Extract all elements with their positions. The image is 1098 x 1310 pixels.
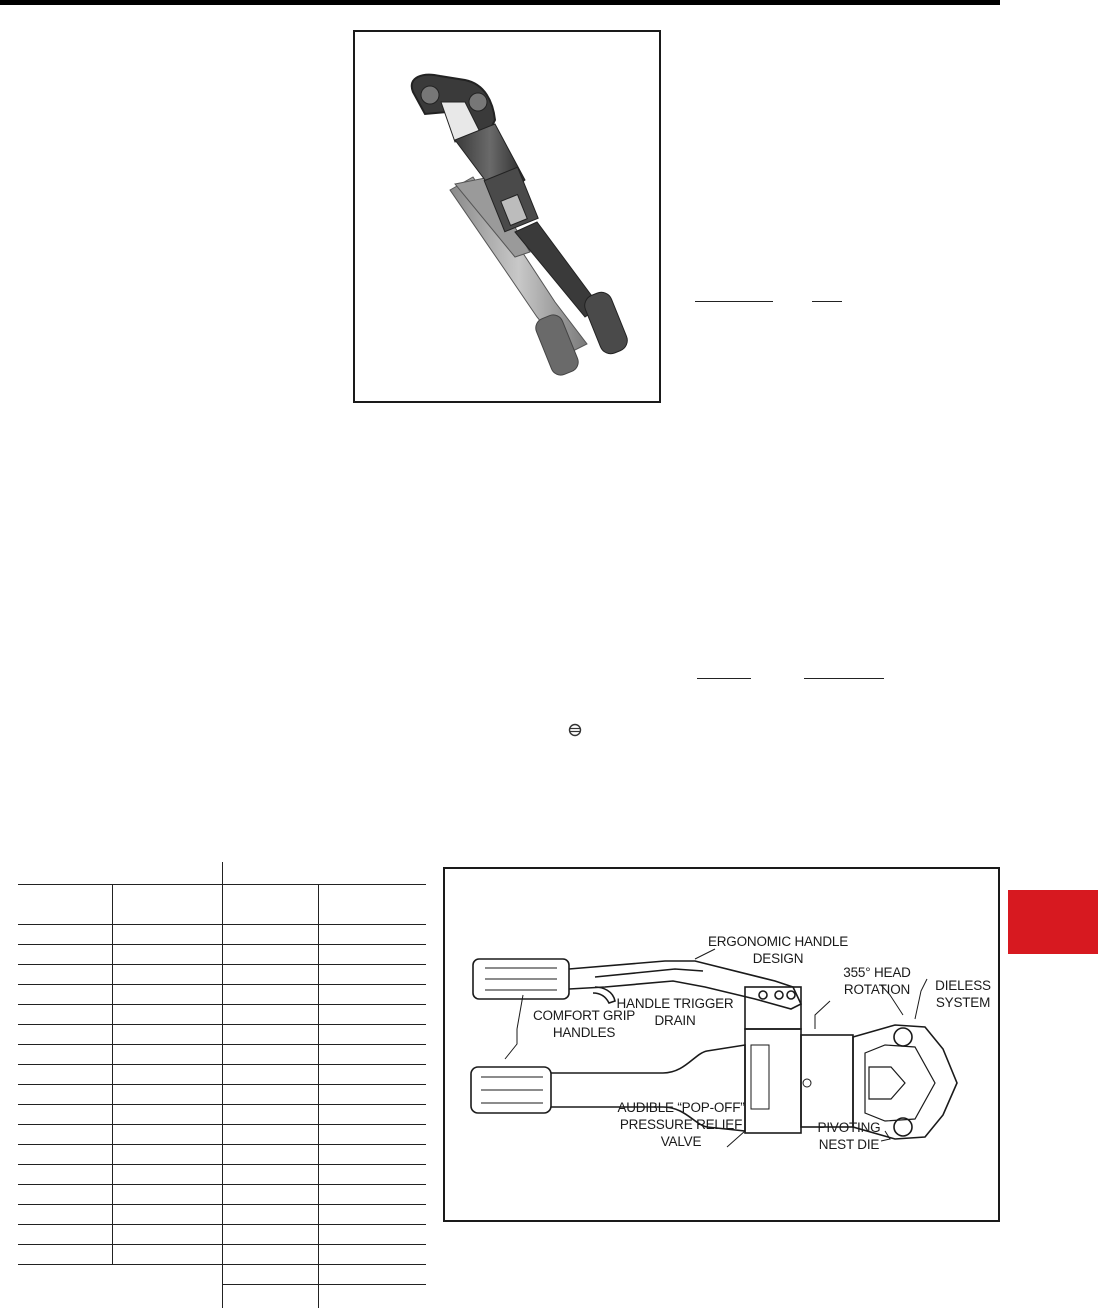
crimp-tool-line-drawing xyxy=(445,869,998,1220)
callout-ergonomic-handle: ERGONOMIC HANDLE DESIGN xyxy=(707,934,849,966)
product-photo-frame xyxy=(353,30,661,403)
underline-rule xyxy=(804,678,884,679)
table-rule xyxy=(222,1284,426,1285)
section-tab xyxy=(1008,890,1098,954)
callout-dieless-system: DIELESS SYSTEM xyxy=(935,978,991,1010)
callout-pivoting-nest-die: PIVOTING NEST DIE xyxy=(817,1120,881,1152)
callout-handle-trigger-drain: HANDLE TRIGGER DRAIN xyxy=(616,996,734,1028)
callout-head-rotation: 355° HEAD ROTATION xyxy=(843,965,911,997)
callout-pop-off-valve: AUDIBLE “POP-OFF” PRESSURE RELIEF VALVE xyxy=(617,1100,745,1149)
crimp-tool-photo xyxy=(355,32,659,401)
circle-symbol-icon xyxy=(568,723,582,737)
spec-table xyxy=(18,862,426,1308)
underline-rule xyxy=(695,301,773,302)
callout-comfort-grip: COMFORT GRIP HANDLES xyxy=(532,1008,636,1040)
table-rule xyxy=(318,884,319,1308)
underline-rule xyxy=(697,678,751,679)
underline-rule xyxy=(812,301,842,302)
features-diagram xyxy=(443,867,1000,1222)
table-rule xyxy=(112,884,113,1264)
top-rule xyxy=(0,0,1000,5)
table-rule xyxy=(222,862,223,1308)
